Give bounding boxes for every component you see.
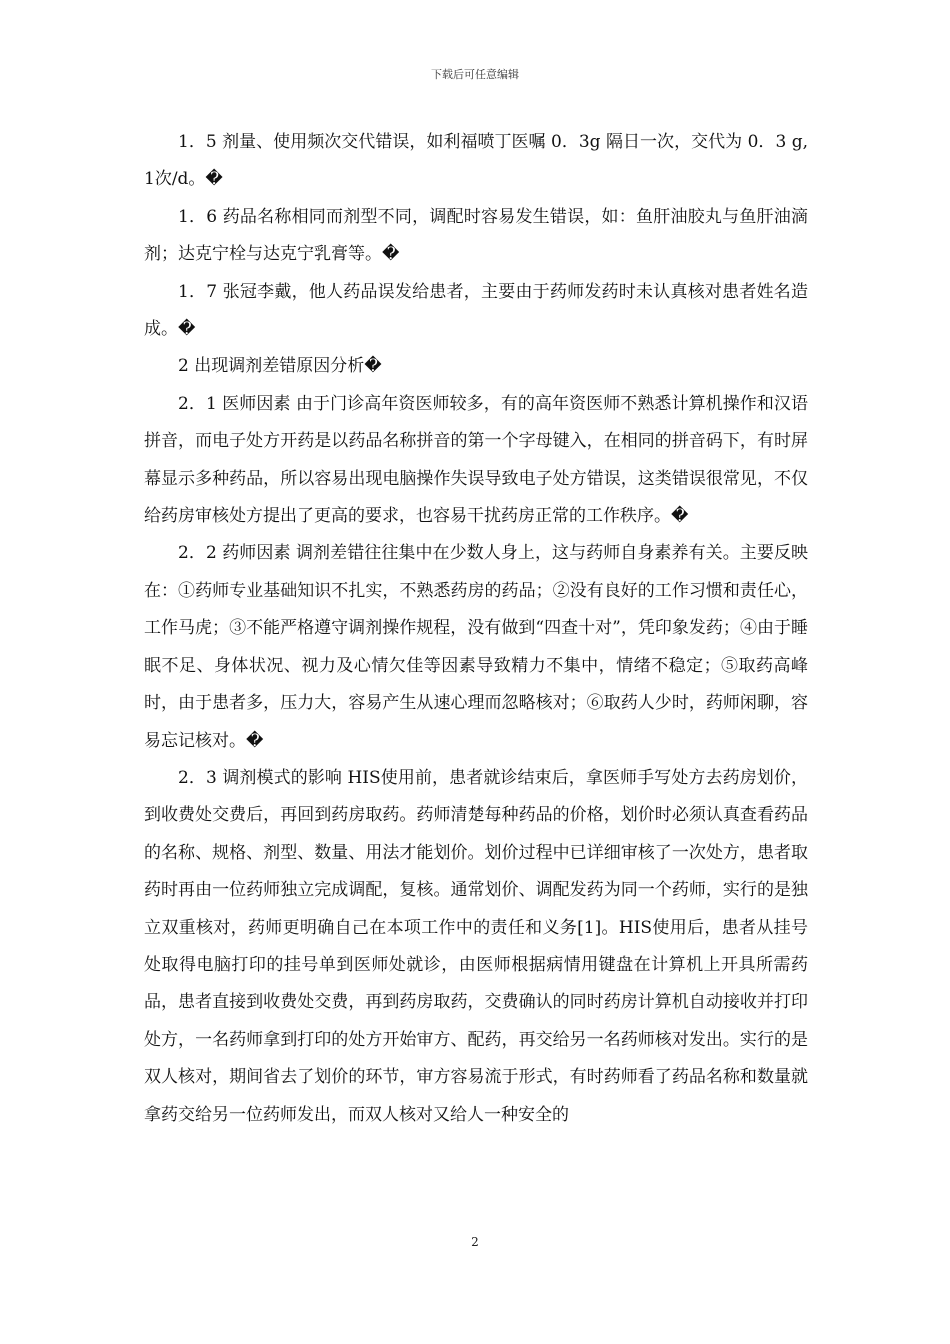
section-heading-2: 2 出现调剂差错原因分析� [178,356,382,377]
page-number: 2 [471,1235,479,1249]
paragraph-1-7: 1．7 张冠李戴，他人药品误发给患者，主要由于药师发药时未认真核对患者姓名造成。� [144,281,808,340]
paragraph-2-3: 2．3 调剂模式的影响 HIS使用前，患者就诊结束后，拿医师手写处方去药房划价，到收费处交费后，再回到药房取药。药师清楚每种药品的价格，划价时必须认真查看药品的名称、规格、剂型、数量、用法才能划价。划价过程中已详细审核了一次处方，患者取药时再由一位药师独立完成调配，复核。通常划价、调配发药为同一个药师，实行的是独立双重核对，药师更明确自己在本项工作中的责任和义务[1]。HIS使用后，患者从挂号处取得电脑打印的挂号单到医师处就诊，由医师根据病情用键盘在计算机上开具所需药品，患者直接到收费处交费，再到药房取药，交费确认的同时药房计算机自动接收并打印处方，一名药师拿到打印的处方开始审方、配药，再交给另一名药师核对发出。实行的是双人核对，期间省去了划价的环节，审方容易流于形式，有时药师看了药品名称和数量就拿药交给另一位药师发出，而双人核对又给人一种安全的 [144,767,808,1125]
page-header: 下载后可任意编辑 [431,68,519,81]
paragraph-1-6: 1．6 药品名称相同而剂型不同，调配时容易发生错误，如：鱼肝油胶丸与鱼肝油滴剂；达克宁栓与达克宁乳膏等。� [144,206,808,265]
document-body [144,124,808,1134]
paragraph-2-1: 2．1 医师因素 由于门诊高年资医师较多，有的高年资医师不熟悉计算机操作和汉语拼音，而电子处方开药是以药品名称拼音的第一个字母键入，在相同的拼音码下，有时屏幕显示多种药品，所以容易出现电脑操作失误导致电子处方错误，这类错误很常见，不仅给药房审核处方提出了更高的要求，也容易干扰药房正常的工作秩序。� [144,393,808,527]
paragraph-2-2: 2．2 药师因素 调剂差错往往集中在少数人身上，这与药师自身素养有关。主要反映在：①药师专业基础知识不扎实，不熟悉药房的药品；②没有良好的工作习惯和责任心，工作马虎；③不能严格遵守调剂操作规程，没有做到“四查十对”，凭印象发药；④由于睡眠不足、身体状况、视力及心情欠佳等因素导致精力不集中，情绪不稳定；⑤取药高峰时，由于患者多，压力大，容易产生从速心理而忽略核对；⑥取药人少时，药师闲聊，容易忘记核对。� [144,543,808,751]
paragraph-1-5: 1．5 剂量、使用频次交代错误，如利福喷丁医嘱 0．3g 隔日一次，交代为 0．3 g,1次/d。� [144,132,808,190]
